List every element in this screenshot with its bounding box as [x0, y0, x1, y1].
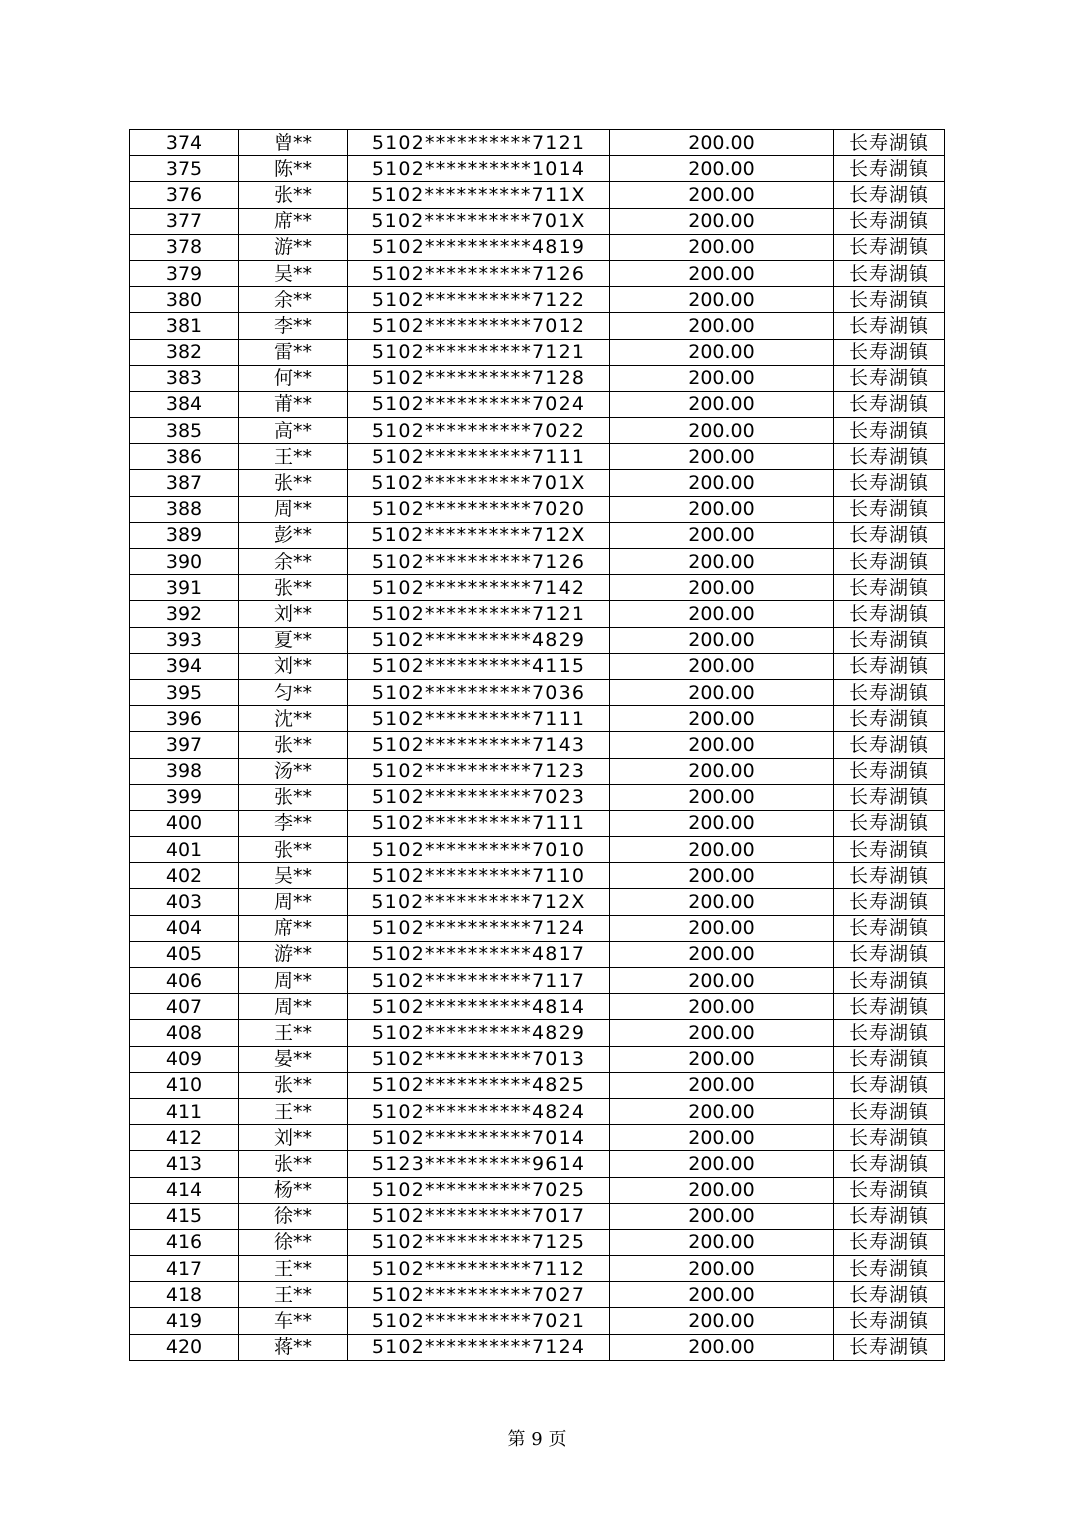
row-number-cell: 418	[130, 1282, 239, 1308]
data-table	[129, 129, 945, 1361]
table-row	[130, 889, 945, 915]
id-number-cell: 5102**********7021	[348, 1308, 610, 1334]
town-cell: 长寿湖镇	[834, 889, 945, 915]
id-number-cell: 5102**********4817	[348, 941, 610, 967]
town-cell: 长寿湖镇	[834, 863, 945, 889]
amount-cell: 200.00	[610, 1203, 834, 1229]
table-row	[130, 418, 945, 444]
table-row	[130, 994, 945, 1020]
town-cell: 长寿湖镇	[834, 706, 945, 732]
id-number-cell: 5102**********7111	[348, 810, 610, 836]
table-row	[130, 313, 945, 339]
row-number-cell: 380	[130, 287, 239, 313]
table-row	[130, 522, 945, 548]
row-number-cell: 381	[130, 313, 239, 339]
town-cell: 长寿湖镇	[834, 968, 945, 994]
name-cell: 王**	[239, 1020, 348, 1046]
table-row	[130, 1046, 945, 1072]
town-cell: 长寿湖镇	[834, 156, 945, 182]
amount-cell: 200.00	[610, 863, 834, 889]
amount-cell: 200.00	[610, 1256, 834, 1282]
table-row	[130, 1151, 945, 1177]
table-row	[130, 627, 945, 653]
name-cell: 周**	[239, 889, 348, 915]
table-row	[130, 182, 945, 208]
row-number-cell: 413	[130, 1151, 239, 1177]
town-cell: 长寿湖镇	[834, 522, 945, 548]
amount-cell: 200.00	[610, 758, 834, 784]
town-cell: 长寿湖镇	[834, 339, 945, 365]
id-number-cell: 5102**********4829	[348, 627, 610, 653]
id-number-cell: 5102**********7025	[348, 1177, 610, 1203]
amount-cell: 200.00	[610, 627, 834, 653]
id-number-cell: 5102**********711X	[348, 182, 610, 208]
amount-cell: 200.00	[610, 522, 834, 548]
table-row	[130, 549, 945, 575]
amount-cell: 200.00	[610, 837, 834, 863]
table-row	[130, 575, 945, 601]
name-cell: 匀**	[239, 679, 348, 705]
name-cell: 高**	[239, 418, 348, 444]
town-cell: 长寿湖镇	[834, 941, 945, 967]
town-cell: 长寿湖镇	[834, 784, 945, 810]
row-number-cell: 378	[130, 234, 239, 260]
id-number-cell: 5102**********7013	[348, 1046, 610, 1072]
table-row	[130, 234, 945, 260]
amount-cell: 200.00	[610, 1151, 834, 1177]
id-number-cell: 5102**********7126	[348, 549, 610, 575]
id-number-cell: 5102**********7111	[348, 706, 610, 732]
id-number-cell: 5102**********4814	[348, 994, 610, 1020]
name-cell: 吴**	[239, 260, 348, 286]
table-row	[130, 391, 945, 417]
name-cell: 刘**	[239, 1125, 348, 1151]
table-row	[130, 156, 945, 182]
id-number-cell: 5102**********7111	[348, 444, 610, 470]
page-number: 第 9 页	[507, 1429, 567, 1450]
name-cell: 席**	[239, 208, 348, 234]
id-number-cell: 5102**********7017	[348, 1203, 610, 1229]
table-row	[130, 1308, 945, 1334]
amount-cell: 200.00	[610, 679, 834, 705]
id-number-cell: 5102**********7023	[348, 784, 610, 810]
table-row	[130, 1098, 945, 1124]
row-number-cell: 394	[130, 653, 239, 679]
amount-cell: 200.00	[610, 706, 834, 732]
row-number-cell: 392	[130, 601, 239, 627]
table-row	[130, 706, 945, 732]
table-row	[130, 915, 945, 941]
id-number-cell: 5102**********7125	[348, 1229, 610, 1255]
id-number-cell: 5102**********7022	[348, 418, 610, 444]
name-cell: 汤**	[239, 758, 348, 784]
row-number-cell: 385	[130, 418, 239, 444]
name-cell: 雷**	[239, 339, 348, 365]
amount-cell: 200.00	[610, 601, 834, 627]
amount-cell: 200.00	[610, 130, 834, 156]
id-number-cell: 5102**********1014	[348, 156, 610, 182]
id-number-cell: 5102**********701X	[348, 208, 610, 234]
table-row	[130, 208, 945, 234]
id-number-cell: 5102**********7014	[348, 1125, 610, 1151]
town-cell: 长寿湖镇	[834, 679, 945, 705]
id-number-cell: 5102**********7036	[348, 679, 610, 705]
name-cell: 吴**	[239, 863, 348, 889]
row-number-cell: 384	[130, 391, 239, 417]
name-cell: 夏**	[239, 627, 348, 653]
name-cell: 游**	[239, 234, 348, 260]
town-cell: 长寿湖镇	[834, 1203, 945, 1229]
name-cell: 余**	[239, 287, 348, 313]
row-number-cell: 403	[130, 889, 239, 915]
table-row	[130, 260, 945, 286]
row-number-cell: 417	[130, 1256, 239, 1282]
row-number-cell: 416	[130, 1229, 239, 1255]
id-number-cell: 5102**********7121	[348, 130, 610, 156]
row-number-cell: 415	[130, 1203, 239, 1229]
amount-cell: 200.00	[610, 889, 834, 915]
name-cell: 徐**	[239, 1203, 348, 1229]
id-number-cell: 5102**********7124	[348, 915, 610, 941]
table-row	[130, 365, 945, 391]
row-number-cell: 409	[130, 1046, 239, 1072]
name-cell: 莆**	[239, 391, 348, 417]
town-cell: 长寿湖镇	[834, 810, 945, 836]
name-cell: 何**	[239, 365, 348, 391]
name-cell: 李**	[239, 810, 348, 836]
table-row	[130, 1256, 945, 1282]
amount-cell: 200.00	[610, 1229, 834, 1255]
name-cell: 张**	[239, 732, 348, 758]
row-number-cell: 411	[130, 1098, 239, 1124]
row-number-cell: 396	[130, 706, 239, 732]
row-number-cell: 400	[130, 810, 239, 836]
id-number-cell: 5102**********7020	[348, 496, 610, 522]
town-cell: 长寿湖镇	[834, 1177, 945, 1203]
town-cell: 长寿湖镇	[834, 1256, 945, 1282]
row-number-cell: 419	[130, 1308, 239, 1334]
row-number-cell: 383	[130, 365, 239, 391]
name-cell: 王**	[239, 1256, 348, 1282]
name-cell: 杨**	[239, 1177, 348, 1203]
town-cell: 长寿湖镇	[834, 1125, 945, 1151]
amount-cell: 200.00	[610, 1334, 834, 1360]
name-cell: 张**	[239, 1072, 348, 1098]
name-cell: 徐**	[239, 1229, 348, 1255]
name-cell: 席**	[239, 915, 348, 941]
table-row	[130, 1229, 945, 1255]
name-cell: 蒋**	[239, 1334, 348, 1360]
amount-cell: 200.00	[610, 810, 834, 836]
amount-cell: 200.00	[610, 365, 834, 391]
town-cell: 长寿湖镇	[834, 837, 945, 863]
table-row	[130, 968, 945, 994]
row-number-cell: 374	[130, 130, 239, 156]
row-number-cell: 408	[130, 1020, 239, 1046]
table-row	[130, 444, 945, 470]
table-row	[130, 758, 945, 784]
name-cell: 刘**	[239, 601, 348, 627]
table-row	[130, 496, 945, 522]
row-number-cell: 399	[130, 784, 239, 810]
town-cell: 长寿湖镇	[834, 365, 945, 391]
table-row	[130, 863, 945, 889]
amount-cell: 200.00	[610, 391, 834, 417]
amount-cell: 200.00	[610, 496, 834, 522]
town-cell: 长寿湖镇	[834, 1046, 945, 1072]
town-cell: 长寿湖镇	[834, 1151, 945, 1177]
row-number-cell: 401	[130, 837, 239, 863]
row-number-cell: 405	[130, 941, 239, 967]
row-number-cell: 410	[130, 1072, 239, 1098]
name-cell: 游**	[239, 941, 348, 967]
id-number-cell: 5102**********7143	[348, 732, 610, 758]
row-number-cell: 391	[130, 575, 239, 601]
amount-cell: 200.00	[610, 915, 834, 941]
name-cell: 车**	[239, 1308, 348, 1334]
town-cell: 长寿湖镇	[834, 260, 945, 286]
amount-cell: 200.00	[610, 339, 834, 365]
amount-cell: 200.00	[610, 549, 834, 575]
name-cell: 陈**	[239, 156, 348, 182]
table-row	[130, 941, 945, 967]
amount-cell: 200.00	[610, 1125, 834, 1151]
amount-cell: 200.00	[610, 1098, 834, 1124]
table-row	[130, 287, 945, 313]
name-cell: 沈**	[239, 706, 348, 732]
name-cell: 张**	[239, 784, 348, 810]
name-cell: 张**	[239, 182, 348, 208]
id-number-cell: 5102**********4115	[348, 653, 610, 679]
amount-cell: 200.00	[610, 182, 834, 208]
town-cell: 长寿湖镇	[834, 627, 945, 653]
name-cell: 张**	[239, 575, 348, 601]
row-number-cell: 389	[130, 522, 239, 548]
table-row	[130, 1072, 945, 1098]
id-number-cell: 5102**********7012	[348, 313, 610, 339]
amount-cell: 200.00	[610, 418, 834, 444]
row-number-cell: 397	[130, 732, 239, 758]
town-cell: 长寿湖镇	[834, 313, 945, 339]
row-number-cell: 398	[130, 758, 239, 784]
amount-cell: 200.00	[610, 260, 834, 286]
town-cell: 长寿湖镇	[834, 732, 945, 758]
name-cell: 刘**	[239, 653, 348, 679]
name-cell: 周**	[239, 968, 348, 994]
table-row	[130, 732, 945, 758]
amount-cell: 200.00	[610, 313, 834, 339]
row-number-cell: 406	[130, 968, 239, 994]
table-row	[130, 837, 945, 863]
town-cell: 长寿湖镇	[834, 994, 945, 1020]
town-cell: 长寿湖镇	[834, 496, 945, 522]
table-row	[130, 679, 945, 705]
amount-cell: 200.00	[610, 1046, 834, 1072]
table-row	[130, 784, 945, 810]
amount-cell: 200.00	[610, 1308, 834, 1334]
amount-cell: 200.00	[610, 470, 834, 496]
id-number-cell: 5102**********7128	[348, 365, 610, 391]
amount-cell: 200.00	[610, 575, 834, 601]
amount-cell: 200.00	[610, 941, 834, 967]
table-row	[130, 1282, 945, 1308]
row-number-cell: 412	[130, 1125, 239, 1151]
id-number-cell: 5102**********7024	[348, 391, 610, 417]
id-number-cell: 5102**********701X	[348, 470, 610, 496]
town-cell: 长寿湖镇	[834, 1098, 945, 1124]
table-row	[130, 470, 945, 496]
table-row	[130, 810, 945, 836]
town-cell: 长寿湖镇	[834, 1334, 945, 1360]
table-row	[130, 1203, 945, 1229]
amount-cell: 200.00	[610, 994, 834, 1020]
amount-cell: 200.00	[610, 968, 834, 994]
amount-cell: 200.00	[610, 653, 834, 679]
town-cell: 长寿湖镇	[834, 653, 945, 679]
amount-cell: 200.00	[610, 444, 834, 470]
name-cell: 余**	[239, 549, 348, 575]
amount-cell: 200.00	[610, 732, 834, 758]
row-number-cell: 404	[130, 915, 239, 941]
id-number-cell: 5102**********7117	[348, 968, 610, 994]
id-number-cell: 5102**********4825	[348, 1072, 610, 1098]
id-number-cell: 5123**********9614	[348, 1151, 610, 1177]
id-number-cell: 5102**********7010	[348, 837, 610, 863]
table-row	[130, 1125, 945, 1151]
name-cell: 王**	[239, 1098, 348, 1124]
amount-cell: 200.00	[610, 234, 834, 260]
name-cell: 彭**	[239, 522, 348, 548]
id-number-cell: 5102**********4819	[348, 234, 610, 260]
name-cell: 李**	[239, 313, 348, 339]
row-number-cell: 376	[130, 182, 239, 208]
id-number-cell: 5102**********712X	[348, 889, 610, 915]
amount-cell: 200.00	[610, 156, 834, 182]
id-number-cell: 5102**********7121	[348, 339, 610, 365]
town-cell: 长寿湖镇	[834, 758, 945, 784]
id-number-cell: 5102**********712X	[348, 522, 610, 548]
row-number-cell: 382	[130, 339, 239, 365]
name-cell: 张**	[239, 837, 348, 863]
row-number-cell: 390	[130, 549, 239, 575]
id-number-cell: 5102**********7122	[348, 287, 610, 313]
table-row	[130, 1177, 945, 1203]
id-number-cell: 5102**********7124	[348, 1334, 610, 1360]
row-number-cell: 386	[130, 444, 239, 470]
row-number-cell: 414	[130, 1177, 239, 1203]
town-cell: 长寿湖镇	[834, 418, 945, 444]
id-number-cell: 5102**********7112	[348, 1256, 610, 1282]
name-cell: 周**	[239, 994, 348, 1020]
row-number-cell: 388	[130, 496, 239, 522]
town-cell: 长寿湖镇	[834, 470, 945, 496]
town-cell: 长寿湖镇	[834, 1020, 945, 1046]
table-row	[130, 653, 945, 679]
name-cell: 张**	[239, 470, 348, 496]
row-number-cell: 402	[130, 863, 239, 889]
town-cell: 长寿湖镇	[834, 1282, 945, 1308]
row-number-cell: 379	[130, 260, 239, 286]
id-number-cell: 5102**********7123	[348, 758, 610, 784]
amount-cell: 200.00	[610, 287, 834, 313]
row-number-cell: 420	[130, 1334, 239, 1360]
table-row	[130, 130, 945, 156]
town-cell: 长寿湖镇	[834, 182, 945, 208]
row-number-cell: 395	[130, 679, 239, 705]
table-row	[130, 1334, 945, 1360]
amount-cell: 200.00	[610, 1282, 834, 1308]
table-row	[130, 1020, 945, 1046]
id-number-cell: 5102**********7110	[348, 863, 610, 889]
town-cell: 长寿湖镇	[834, 391, 945, 417]
town-cell: 长寿湖镇	[834, 234, 945, 260]
town-cell: 长寿湖镇	[834, 130, 945, 156]
town-cell: 长寿湖镇	[834, 208, 945, 234]
amount-cell: 200.00	[610, 1072, 834, 1098]
name-cell: 张**	[239, 1151, 348, 1177]
town-cell: 长寿湖镇	[834, 915, 945, 941]
id-number-cell: 5102**********7121	[348, 601, 610, 627]
row-number-cell: 375	[130, 156, 239, 182]
town-cell: 长寿湖镇	[834, 601, 945, 627]
town-cell: 长寿湖镇	[834, 444, 945, 470]
amount-cell: 200.00	[610, 1177, 834, 1203]
town-cell: 长寿湖镇	[834, 1229, 945, 1255]
amount-cell: 200.00	[610, 1020, 834, 1046]
town-cell: 长寿湖镇	[834, 1072, 945, 1098]
amount-cell: 200.00	[610, 784, 834, 810]
row-number-cell: 407	[130, 994, 239, 1020]
amount-cell: 200.00	[610, 208, 834, 234]
row-number-cell: 387	[130, 470, 239, 496]
name-cell: 晏**	[239, 1046, 348, 1072]
town-cell: 长寿湖镇	[834, 549, 945, 575]
id-number-cell: 5102**********4824	[348, 1098, 610, 1124]
table-body	[130, 130, 945, 1361]
id-number-cell: 5102**********7027	[348, 1282, 610, 1308]
id-number-cell: 5102**********4829	[348, 1020, 610, 1046]
row-number-cell: 377	[130, 208, 239, 234]
table-row	[130, 339, 945, 365]
town-cell: 长寿湖镇	[834, 575, 945, 601]
id-number-cell: 5102**********7142	[348, 575, 610, 601]
town-cell: 长寿湖镇	[834, 287, 945, 313]
table-row	[130, 601, 945, 627]
name-cell: 王**	[239, 1282, 348, 1308]
name-cell: 周**	[239, 496, 348, 522]
row-number-cell: 393	[130, 627, 239, 653]
name-cell: 王**	[239, 444, 348, 470]
town-cell: 长寿湖镇	[834, 1308, 945, 1334]
name-cell: 曾**	[239, 130, 348, 156]
id-number-cell: 5102**********7126	[348, 260, 610, 286]
